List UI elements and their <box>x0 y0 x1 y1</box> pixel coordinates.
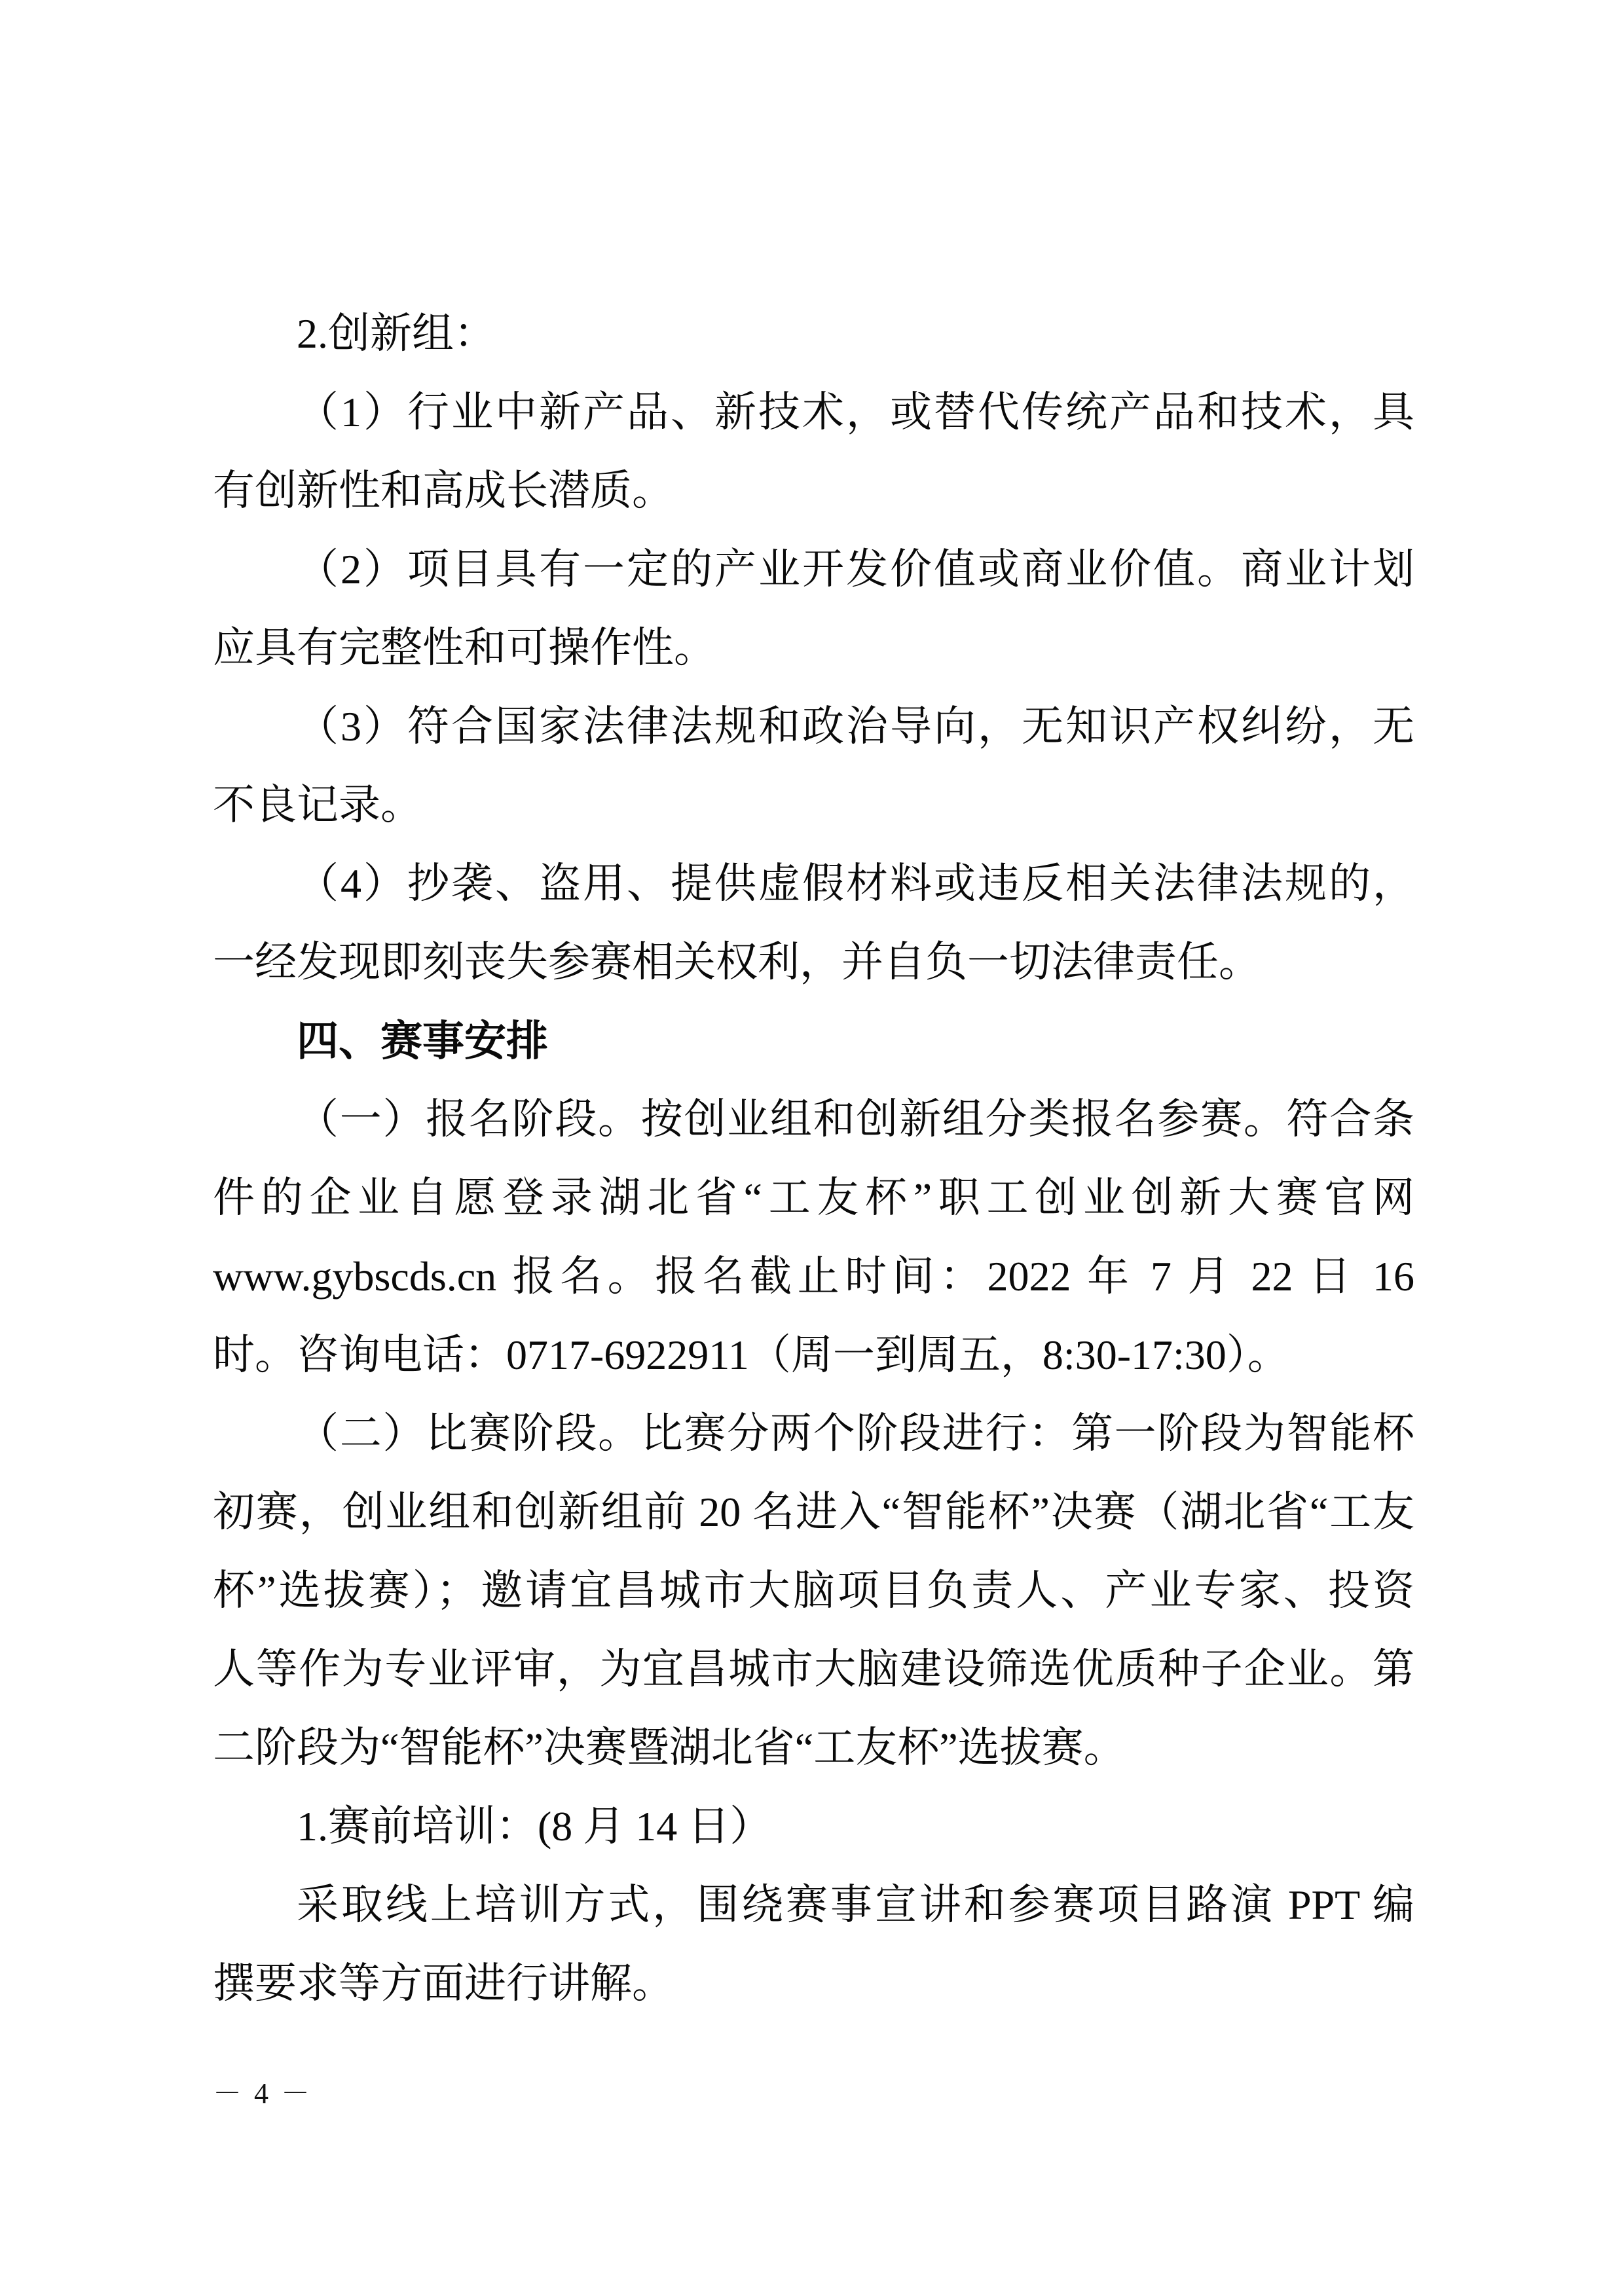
text-line: 杯”选拔赛）；邀请宜昌城市大脑项目负责人、产业专家、投资 <box>213 1567 1414 1614</box>
text-line: （4）抄袭、盗用、提供虚假材料或违反相关法律法规的， <box>297 860 1414 907</box>
page-number: － 4 － <box>213 2077 312 2109</box>
text-line: 时。咨询电话：0717-6922911（周一到周五，8:30-17:30）。 <box>213 1332 1289 1378</box>
text-line: （2）项目具有一定的产业开发价值或商业价值。商业计划 <box>297 546 1414 592</box>
text-line: 初赛，创业组和创新组前 20 名进入“智能杯”决赛（湖北省“工友 <box>213 1489 1414 1535</box>
text-line: 一经发现即刻丧失参赛相关权利，并自负一切法律责任。 <box>213 939 1261 985</box>
text-line: （1）行业中新产品、新技术，或替代传统产品和技术，具 <box>297 389 1414 435</box>
text-line: 人等作为专业评审，为宜昌城市大脑建设筛选优质种子企业。第 <box>213 1646 1414 1692</box>
text-line: （一）报名阶段。按创业组和创新组分类报名参赛。符合条 <box>297 1096 1414 1142</box>
document-body <box>213 295 1414 2023</box>
section-heading: 四、赛事安排 <box>297 1017 548 1065</box>
text-line: 1.赛前培训：(8 月 14 日） <box>297 1803 772 1850</box>
text-line: 采取线上培训方式，围绕赛事宣讲和参赛项目路演 PPT 编 <box>297 1882 1414 1928</box>
text-line: 二阶段为“智能杯”决赛暨湖北省“工友杯”选拔赛。 <box>213 1724 1126 1771</box>
text-line: 件的企业自愿登录湖北省“工友杯”职工创业创新大赛官网 <box>213 1175 1414 1221</box>
text-line: 应具有完整性和可操作性。 <box>213 625 716 671</box>
text-line: www.gybscds.cn 报名。报名截止时间：2022 年 7 月 22 日 16 <box>213 1253 1414 1300</box>
text-line: （二）比赛阶段。比赛分两个阶段进行：第一阶段为智能杯 <box>297 1410 1414 1457</box>
text-line: （3）符合国家法律法规和政治导向，无知识产权纠纷，无 <box>297 703 1414 750</box>
text-line: 不良记录。 <box>213 782 422 828</box>
text-line: 有创新性和高成长潜质。 <box>213 467 674 514</box>
text-line: 撰要求等方面进行讲解。 <box>213 1960 674 2007</box>
text-line: 2.创新组： <box>297 310 496 357</box>
